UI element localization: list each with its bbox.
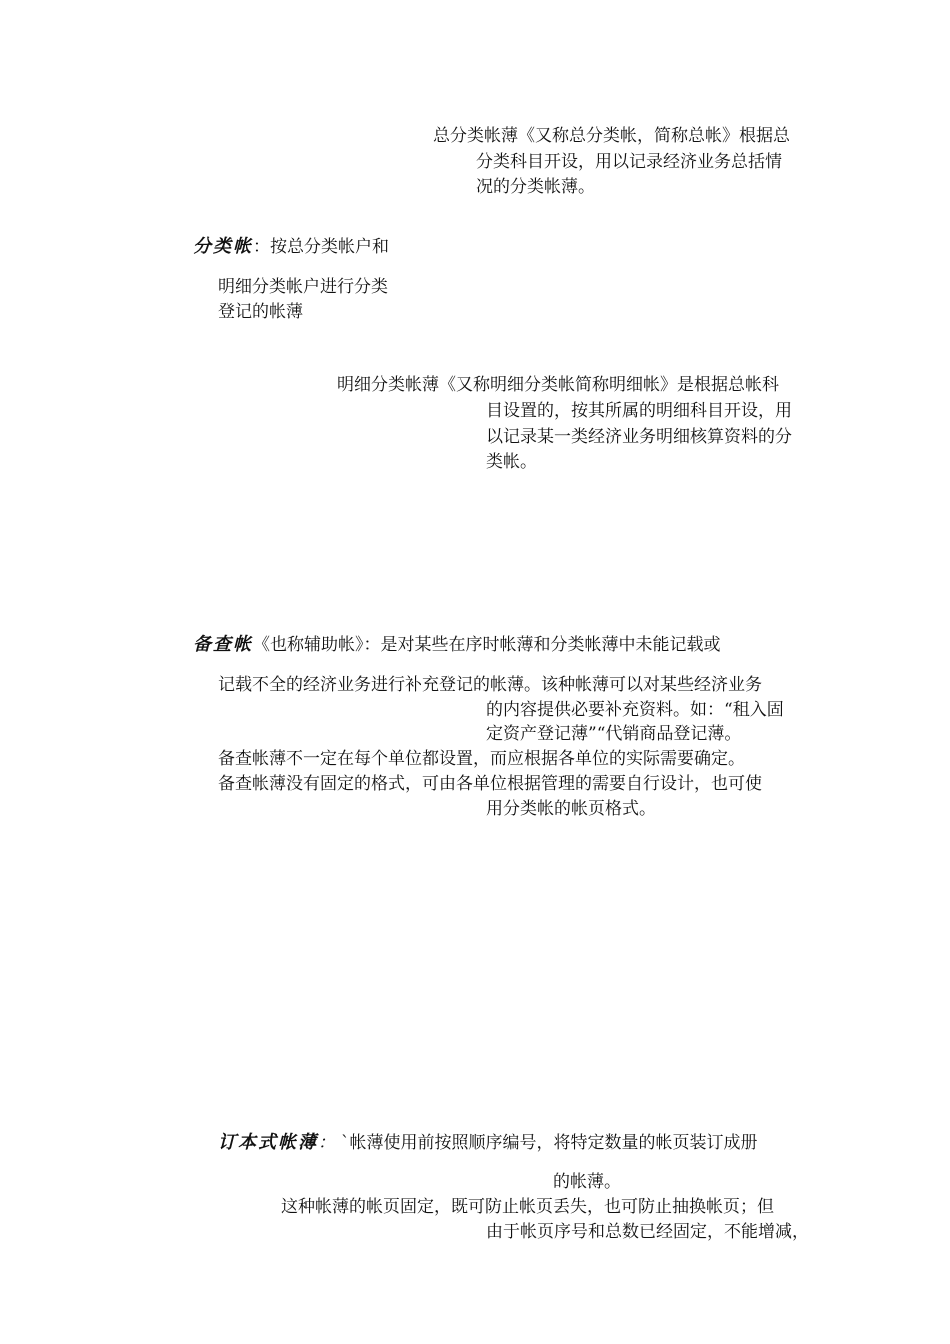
bound-ledger-separator: ： xyxy=(318,1133,335,1153)
general-ledger-line-2: 分类科目开设，用以记录经济业务总括情 xyxy=(476,152,782,172)
memo-ledger-term: 备查帐 xyxy=(193,634,253,655)
general-ledger-line-1: 总分类帐薄《又称总分类帐，简称总帐》根据总 xyxy=(433,126,790,146)
detail-ledger-line-2: 目设置的，按其所属的明细科目开设，用 xyxy=(486,401,792,421)
detail-ledger-line-4: 类帐。 xyxy=(486,452,537,472)
memo-ledger-line-2: 记载不全的经济业务进行补充登记的帐薄。该种帐薄可以对某些经济业务 xyxy=(218,675,762,695)
memo-ledger-line-7: 用分类帐的帐页格式。 xyxy=(486,799,656,819)
general-ledger-line-3: 况的分类帐薄。 xyxy=(476,177,595,197)
classified-ledger-heading xyxy=(193,235,389,259)
memo-ledger-line-4: 定资产登记薄”“代销商品登记薄。 xyxy=(486,724,742,744)
classified-ledger-line-1: 按总分类帐户和 xyxy=(270,237,389,257)
classified-ledger-line-2: 明细分类帐户进行分类 xyxy=(218,277,388,297)
memo-ledger-line-5: 备查帐薄不一定在每个单位都设置，而应根据各单位的实际需要确定。 xyxy=(218,749,745,769)
bound-ledger-line-3: 这种帐薄的帐页固定，既可防止帐页丢失，也可防止抽换帐页；但 xyxy=(281,1197,774,1217)
classified-ledger-separator: ： xyxy=(253,237,270,257)
classified-ledger-term: 分类帐 xyxy=(193,236,253,257)
classified-ledger-line-3: 登记的帐薄 xyxy=(218,302,303,322)
bound-ledger-line-4: 由于帐页序号和总数已经固定，不能增减， xyxy=(486,1222,809,1242)
bound-ledger-heading xyxy=(218,1131,758,1155)
memo-ledger-line-6: 备查帐薄没有固定的格式，可由各单位根据管理的需要自行设计，也可使 xyxy=(218,774,762,794)
memo-ledger-line-1: 《也称辅助帐》：是对某些在序时帐薄和分类帐薄中未能记载或 xyxy=(253,635,721,655)
bound-ledger-line-1: `帐薄使用前按照顺序编号，将特定数量的帐页装订成册 xyxy=(341,1133,758,1153)
detail-ledger-line-1: 明细分类帐薄《又称明细分类帐简称明细帐》是根据总帐科 xyxy=(337,375,779,395)
bound-ledger-term: 订本式帐薄 xyxy=(218,1132,318,1153)
memo-ledger-heading xyxy=(193,633,721,657)
memo-ledger-line-3: 的内容提供必要补充资料。如：“租入固 xyxy=(486,700,784,720)
detail-ledger-line-3: 以记录某一类经济业务明细核算资料的分 xyxy=(486,427,792,447)
bound-ledger-line-2: 的帐薄。 xyxy=(553,1172,621,1192)
